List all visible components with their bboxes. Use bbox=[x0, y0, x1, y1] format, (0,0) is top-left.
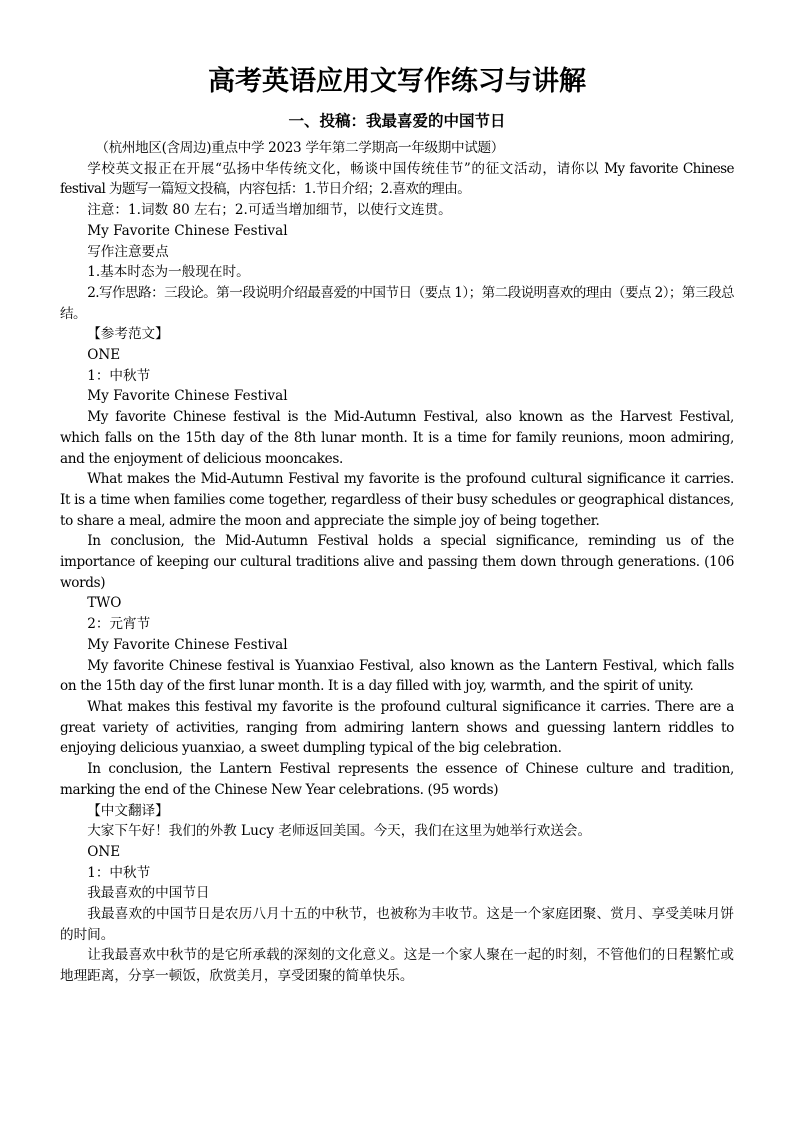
translation-intro: 大家下午好！我们的外教 Lucy 老师返回美国。今天，我们在这里为她举行欢送会。 bbox=[87, 823, 592, 840]
sample-paragraph: In conclusion, the Mid-Autumn Festival holds a special significance, reminding us of the importance of keeping our cultural traditions alive and passing them down through generations. (106 words) bbox=[60, 533, 734, 591]
translation-paragraph: 让我最喜欢中秋节的是它所承载的深刻的文化意义。这是一个家人聚在一起的时刻，不管他们的日程繁忙或地理距离，分享一顿饭，欣赏美月，享受团聚的简单快乐。 bbox=[60, 947, 734, 985]
translation-heading: 【中文翻译】 bbox=[87, 802, 169, 819]
task-description: 学校英文报正在开展“弘扬中华传统文化，畅谈中国传统佳节”的征文活动，请你以 My favorite Chinese festival 为题写一篇短文投稿，内容包括：1.节日介绍；2.喜欢的理由。 bbox=[60, 160, 734, 198]
task-notes: 注意：1.词数 80 左右；2.可适当增加细节，以使行文连贯。 bbox=[87, 202, 452, 219]
sample-label: TWO bbox=[87, 595, 122, 612]
document-body bbox=[60, 138, 734, 987]
tip-2: 2.写作思路：三段论。第一段说明介绍最喜爱的中国节日（要点 1）；第二段说明喜欢的理由（要点 2）；第三段总结。 bbox=[60, 284, 734, 322]
source-line: （杭州地区(含周边)重点中学 2023 学年第二学期高一年级期中试题） bbox=[95, 140, 504, 156]
sample-heading: 【参考范文】 bbox=[87, 326, 169, 343]
sample-paragraph: My favorite Chinese festival is the Mid-Autumn Festival, also known as the Harvest Festival, which falls on the 15th day of the 8th lunar month. It is a time for family reunions, moon admiring, and the enjoyment of delicious mooncakes. bbox=[60, 409, 734, 467]
sample-one bbox=[60, 345, 734, 593]
section-heading: 一、投稿：我最喜爱的中国节日 bbox=[288, 112, 506, 130]
sample-paragraph: In conclusion, the Lantern Festival represents the essence of Chinese culture and tradition, marking the end of the Chinese New Year celebrations. (95 words) bbox=[60, 761, 734, 798]
sample-paragraph: What makes this festival my favorite is the profound cultural significance it carries. There are a great variety of activities, ranging from admiring lantern shows and guessing lantern riddles to enjoying delicious yuanxiao, a sweet dumpling typical of the big celebration. bbox=[60, 698, 734, 757]
translation-title: 我最喜欢的中国节日 bbox=[87, 885, 210, 902]
sample-label: ONE bbox=[87, 347, 121, 364]
translation-topic: 1：中秋节 bbox=[87, 864, 151, 881]
tip-1: 1.基本时态为一般现在时。 bbox=[87, 264, 250, 281]
page-title: 高考英语应用文写作练习与讲解 bbox=[208, 66, 586, 97]
essay-title: My Favorite Chinese Festival bbox=[87, 222, 288, 239]
translation-section bbox=[60, 801, 734, 987]
sample-title: My Favorite Chinese Festival bbox=[87, 388, 288, 405]
sample-topic: 1：中秋节 bbox=[87, 367, 151, 384]
translation-paragraph: 我最喜欢的中国节日是农历八月十五的中秋节，也被称为丰收节。这是一个家庭团聚、赏月、享受美味月饼的时间。 bbox=[60, 906, 734, 943]
sample-two bbox=[60, 593, 734, 800]
sample-paragraph: My favorite Chinese festival is Yuanxiao Festival, also known as the Lantern Festival, which falls on the 15th day of the first lunar month. It is a day filled with joy, warmth, and the spirit of unity. bbox=[60, 657, 734, 695]
sample-paragraph: What makes the Mid-Autumn Festival my favorite is the profound cultural significance it carries. It is a time when families come together, regardless of their busy schedules or geographical distances, to share a meal, admire the moon and appreciate the simple joy of being together. bbox=[60, 471, 734, 529]
sample-title: My Favorite Chinese Festival bbox=[87, 636, 288, 653]
tips-heading: 写作注意要点 bbox=[87, 243, 169, 260]
sample-topic: 2：元宵节 bbox=[87, 616, 151, 633]
translation-label: ONE bbox=[87, 843, 121, 860]
